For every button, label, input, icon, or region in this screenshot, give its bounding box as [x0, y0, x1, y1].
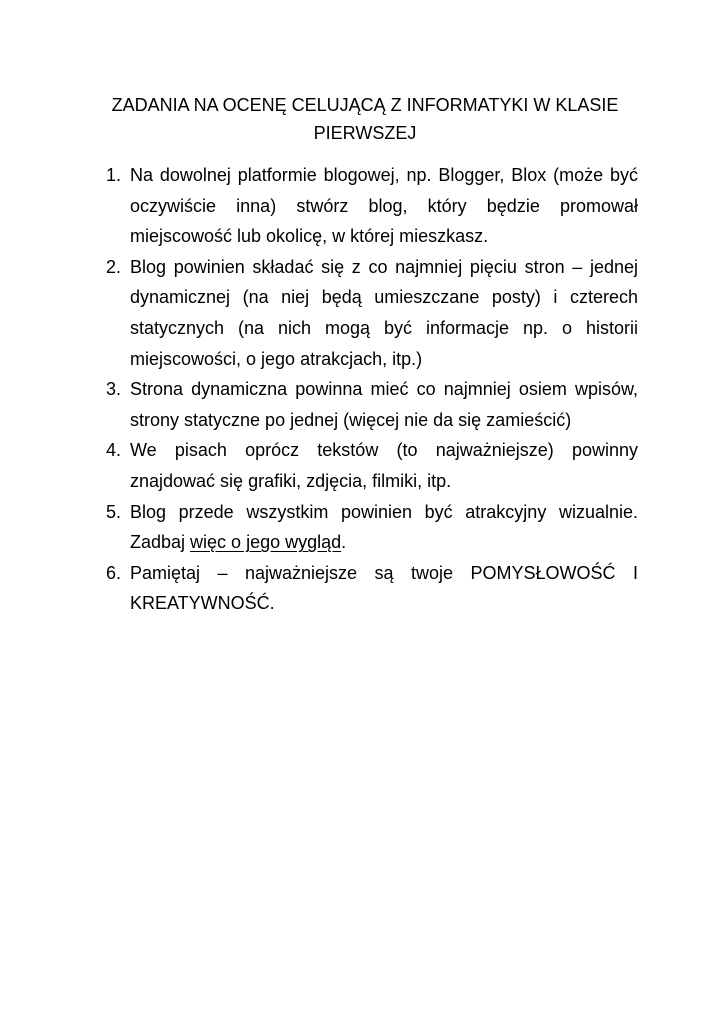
task-text: We pisach oprócz tekstów (to najważniejsze) powinny znajdować się grafiki, zdjęcia, filmiki, itp. — [130, 440, 638, 491]
task-number: 3. — [106, 379, 122, 400]
task-text: Pamiętaj – najważniejsze są twoje POMYSŁOWOŚĆ I KREATYWNOŚĆ. — [130, 562, 638, 614]
task-text: Strona dynamiczna powinna mieć co najmniej osiem wpisów, strony statyczne po jednej (więcej nie da się zamieścić) — [130, 379, 638, 430]
task-item-5 — [100, 497, 638, 558]
task-number: 6. — [106, 562, 122, 583]
task-text-underlined: więc o jego wygląd — [190, 532, 342, 553]
document-title: ZADANIA NA OCENĘ CELUJĄCĄ Z INFORMATYKI W KLASIE PIERWSZEJ — [111, 95, 619, 143]
task-number: 4. — [106, 440, 122, 461]
task-item-1 — [100, 160, 638, 252]
task-text-after: . — [341, 532, 347, 553]
task-text: Blog powinien składać się z co najmniej pięciu stron – jednej dynamicznej (na niej będą umieszczane posty) i czterech statycznych (na nich mogą być informacje np. o historii miejscowości, o jego atrakcjach, itp.) — [130, 256, 638, 369]
task-item-3 — [100, 374, 638, 435]
task-item-4 — [100, 435, 638, 496]
task-text — [130, 497, 638, 558]
task-list — [100, 160, 638, 619]
task-number: 1. — [106, 165, 122, 185]
task-item-2 — [100, 252, 638, 374]
task-text: Na dowolnej platformie blogowej, np. Blogger, Blox (może być oczywiście inna) stwórz blog, który będzie promował miejscowość lub okolicę, w której mieszkasz. — [130, 165, 638, 247]
task-number: 2. — [106, 256, 122, 277]
task-number: 5. — [106, 501, 122, 522]
task-text-before: Blog przede wszystkim powinien być atrakcyjny wizualnie. Zadbaj — [130, 501, 638, 553]
task-item-6 — [100, 558, 638, 619]
